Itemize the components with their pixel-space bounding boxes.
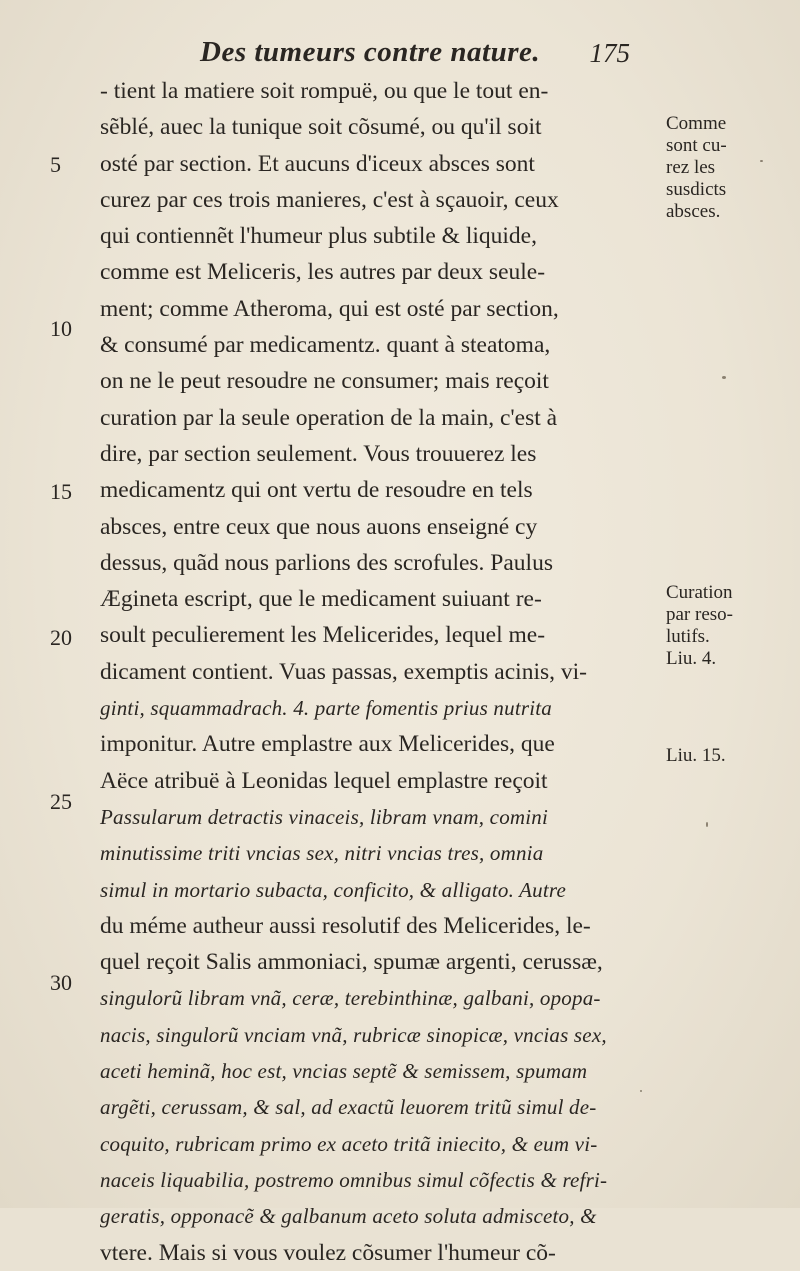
text-line: aceti heminã, hoc est, vncias septẽ & semissem, spumam [100,1059,588,1084]
text-line: Ægineta escript, que le medicament suiuant re- [100,586,542,613]
text-line: Passularum detractis vinaceis, libram vnam, comini [100,804,549,829]
text-line: minutissime triti vncias sex, nitri vncias tres, omnia [100,841,544,866]
text-line: quel reçoit Salis ammoniaci, spumæ argenti, cerussæ, [100,949,603,976]
margin-note-line: absces. [666,201,721,222]
text-line: soult peculierement les Melicerides, lequel me- [100,622,546,649]
body-text [100,73,660,1271]
margin-note-line: susdicts [666,179,727,200]
line-number: 20 [50,625,72,650]
paper-speck [722,376,726,379]
margin-note-line: lutifs. [666,626,710,647]
text-line: medicamentz qui ont vertu de resoudre en tels [100,477,533,504]
margin-note-line: rez les [666,157,716,178]
text-line: curation par la seule operation de la main, c'est à [100,404,558,431]
margin-note-line: Comme [666,113,727,134]
text-line: vtere. Mais si vous voulez cõsumer l'humeur cõ- [100,1239,556,1266]
page-header [190,36,670,76]
margin-note [666,745,726,767]
text-line: ginti, squammadrach. 4. parte fomentis prius nutrita [100,696,552,721]
margin-note [666,113,727,223]
line-number: 30 [50,970,72,995]
text-line: singulorũ libram vnã, ceræ, terebinthinæ, galbani, opopa- [100,986,601,1011]
text-line: argẽti, cerussam, & sal, ad exactũ leuorem tritũ simul de- [100,1095,597,1120]
text-line: - tient la matiere soit rompuë, ou que le tout en- [100,78,549,104]
text-line: qui contiennẽt l'humeur plus subtile & liquide, [100,223,537,250]
text-line: Aëce atribuë à Leonidas lequel emplastre reçoit [100,767,548,794]
text-line: dicament contient. Vuas passas, exemptis acinis, vi- [100,658,587,685]
line-number: 25 [50,789,72,814]
line-number: 15 [50,479,72,504]
margin-note-line: Liu. 15. [666,745,726,766]
paper-speck [706,822,708,827]
text-line: coquito, rubricam primo ex aceto tritã iniecito, & eum vi- [100,1131,598,1156]
text-line: imponitur. Autre emplastre aux Melicerides, que [100,731,555,758]
text-line: du méme autheur aussi resolutif des Melicerides, le- [100,912,591,939]
text-line: sẽblé, auec la tunique soit cõsumé, ou qu'il soit [100,114,542,141]
text-line: ment; comme Atheroma, qui est osté par section, [100,295,559,322]
line-number: 5 [50,152,61,177]
paper-speck [640,1090,642,1092]
margin-note-line: Liu. 4. [666,648,717,669]
text-line: curez par ces trois manieres, c'est à sçauoir, ceux [100,186,559,213]
text-line: naceis liquabilia, postremo omnibus simul cõfectis & refri- [100,1167,608,1192]
text-line: dessus, quãd nous parlions des scrofules. Paulus [100,549,553,576]
text-line: osté par section. Et aucuns d'iceux absces sont [100,150,535,177]
line-number: 10 [50,316,72,341]
text-line: dire, par section seulement. Vous trouuerez les [100,440,537,467]
margin-note [666,582,733,670]
text-line: simul in mortario subacta, conficito, & alligato. Autre [100,877,566,902]
margin-note-line: Curation [666,582,733,603]
text-line: on ne le peut resoudre ne consumer; mais reçoit [100,368,549,395]
paper-speck [760,160,763,162]
text-line: nacis, singulorũ vnciam vnã, rubricæ sinopicæ, vncias sex, [100,1022,607,1047]
margin-note-line: sont cu- [666,135,727,156]
text-line: comme est Meliceris, les autres par deux seule- [100,259,546,286]
running-title: Des tumeurs contre nature. [200,36,541,68]
page-number: 175 [589,38,630,68]
text-line: absces, entre ceux que nous auons enseigné cy [100,513,538,540]
text-line: & consumé par medicamentz. quant à steatoma, [100,332,551,359]
text-line: geratis, opponacẽ & galbanum aceto soluta admisceto, & [100,1204,597,1229]
margin-note-line: par reso- [666,604,733,625]
